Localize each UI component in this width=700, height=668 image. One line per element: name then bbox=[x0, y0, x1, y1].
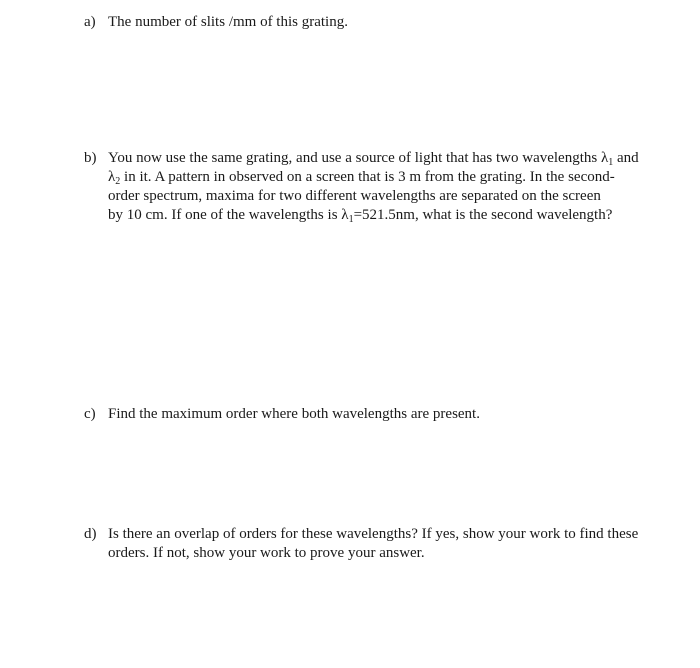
question-a-line-1: The number of slits /mm of this grating. bbox=[108, 14, 348, 30]
question-d-line-1: Is there an overlap of orders for these wavelengths? If yes, show your work to find these bbox=[108, 526, 639, 542]
question-b-line-1-tail: and bbox=[613, 150, 639, 166]
question-a-marker: a) bbox=[84, 14, 96, 30]
lambda-subscript: 1 bbox=[608, 157, 614, 168]
question-b-line-2-lambda: λ bbox=[108, 169, 116, 185]
question-b-line-3-text: order spectrum, maxima for two different wavelengths are separated on the screen bbox=[108, 188, 601, 204]
question-b-line-2-text: in it. A pattern in observed on a screen that is 3 m from the grating. In the second- bbox=[120, 169, 615, 185]
question-b-text bbox=[108, 149, 639, 225]
question-b-line-3 bbox=[108, 187, 639, 206]
question-b-line-1 bbox=[108, 149, 639, 168]
question-b-marker: b) bbox=[84, 150, 97, 166]
question-d-marker: d) bbox=[84, 526, 97, 542]
question-b-line-4-tail: =521.5nm, what is the second wavelength? bbox=[353, 207, 613, 223]
lambda-subscript: 2 bbox=[115, 176, 121, 187]
question-c-text bbox=[108, 405, 480, 424]
question-a-text bbox=[108, 13, 348, 32]
question-b-line-2 bbox=[108, 168, 639, 187]
question-b-line-4-text: by 10 cm. If one of the wavelengths is λ bbox=[108, 207, 349, 223]
question-c-marker: c) bbox=[84, 406, 96, 422]
lambda-subscript: 1 bbox=[348, 214, 354, 225]
question-c-line-1: Find the maximum order where both wavelengths are present. bbox=[108, 406, 480, 422]
question-b-line-4 bbox=[108, 206, 639, 225]
question-b-line-1-text: You now use the same grating, and use a source of light that has two wavelengths λ bbox=[108, 150, 609, 166]
question-d-text bbox=[108, 525, 638, 563]
question-d-line-2: orders. If not, show your work to prove your answer. bbox=[108, 545, 425, 561]
